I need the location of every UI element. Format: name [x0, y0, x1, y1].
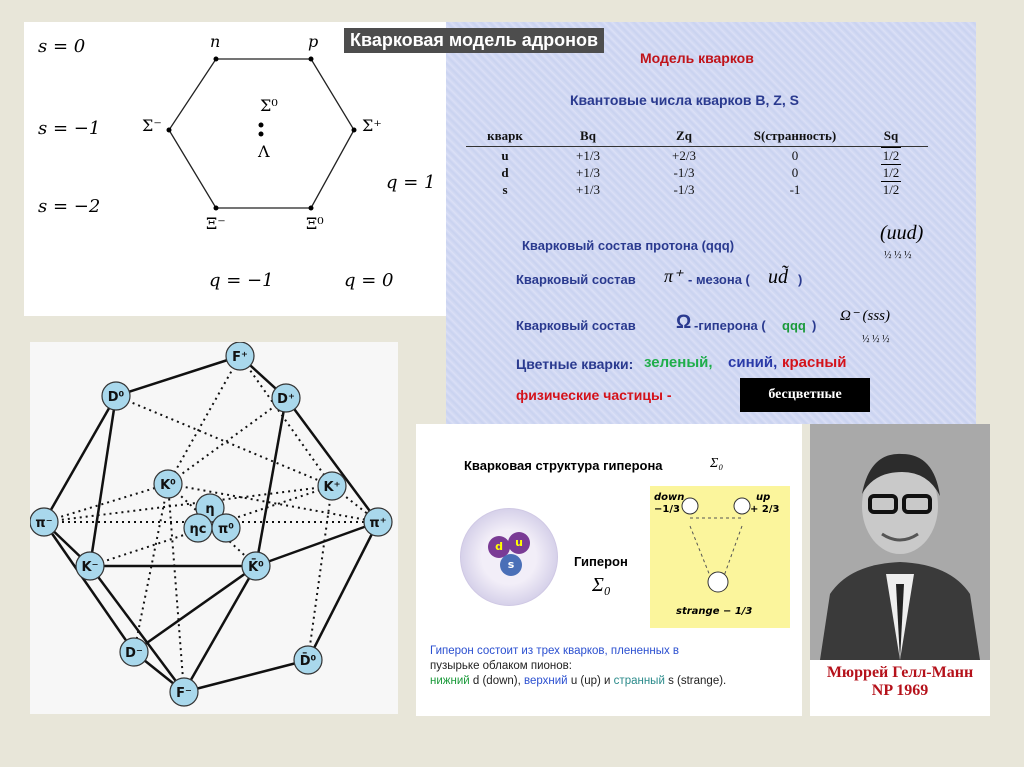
meson-node-8 — [30, 508, 58, 536]
down-label: down — [654, 492, 685, 503]
table-header-z: Zq — [632, 126, 736, 147]
meson-node-4 — [318, 472, 346, 500]
proton-formula: (uud) — [880, 222, 924, 244]
portrait-figure — [810, 424, 990, 660]
desc-upper: верхний — [524, 675, 568, 687]
table-header-quark: кварк — [466, 126, 544, 147]
proton-spins: ½ ½ ½ — [884, 250, 912, 261]
page-title: Кварковая модель адронов — [344, 28, 604, 53]
meson-label: D⁰ — [107, 390, 125, 405]
meson-label: K̄⁰ — [248, 560, 264, 575]
table-cell: d — [501, 164, 509, 180]
dotted-edge — [168, 398, 286, 484]
omega-close: ) — [812, 318, 817, 333]
s-label-0: s = 0 — [38, 36, 86, 57]
meson-node-2 — [272, 384, 300, 412]
solid-edge — [90, 566, 184, 692]
table-row — [466, 181, 928, 198]
desc-gyperon: Гиперон состоит из трех кварков, плененных в — [430, 645, 680, 657]
q-label-1: q = 1 — [386, 172, 436, 193]
dotted-edge — [44, 486, 332, 522]
quark-quantum-table — [466, 126, 928, 198]
s-label-2: s = −2 — [38, 196, 101, 217]
omega-spins: ½ ½ ½ — [862, 334, 890, 345]
meson-node-3 — [154, 470, 182, 498]
particle-sigma-plus: Σ⁺ — [362, 116, 382, 135]
meson-label: K⁺ — [323, 480, 341, 495]
hyperon-title-symbol: Σ₀ — [710, 456, 724, 471]
pi-plus-symbol: π⁺ — [664, 266, 683, 286]
meson-label: D̄⁰ — [299, 654, 317, 669]
quark-model-subtitle: Модель кварков — [640, 50, 754, 66]
meson-label-b: - мезона ( — [688, 272, 750, 287]
s-label-1: s = −1 — [38, 118, 101, 139]
meson-label: π⁰ — [218, 522, 234, 537]
q-label-minus1: q = −1 — [209, 270, 274, 291]
quark-u: u — [508, 532, 530, 554]
colorless-badge: бесцветные — [740, 378, 870, 412]
quantum-numbers-heading: Квантовые числа кварков B, Z, S — [570, 92, 799, 108]
meson-label: D⁻ — [125, 646, 143, 661]
table-cell: 1/2 — [882, 148, 900, 163]
omega-symbol: Ω — [676, 312, 692, 333]
solid-edge — [256, 398, 286, 566]
solid-edge — [44, 522, 134, 652]
meson-label: F⁺ — [232, 350, 248, 365]
q-label-0: q = 0 — [344, 270, 394, 291]
table-cell: s — [502, 181, 508, 197]
table-header-b: Bq — [544, 126, 632, 147]
dotted-edge — [134, 484, 168, 652]
particle-sigma-zero: Σ⁰ — [260, 96, 278, 115]
table-cell: +1/3 — [576, 147, 600, 163]
meson-label: η — [205, 502, 215, 517]
hyperon-title: Кварковая структура гиперона — [464, 458, 663, 473]
table-header-s: S(странность) — [736, 126, 854, 147]
table-cell: -1/3 — [673, 181, 695, 197]
physical-particles-label: физические частицы - — [516, 387, 672, 403]
particle-lambda: Λ — [258, 142, 270, 161]
up-label: up — [756, 492, 771, 503]
particle-n: n — [210, 32, 221, 51]
up-value: + 2/3 — [750, 504, 780, 515]
meson-label: F⁻ — [176, 686, 192, 701]
meson-node-13 — [294, 646, 322, 674]
meson-label: Кварковый состав — [516, 272, 636, 287]
down-value: −1/3 — [654, 504, 680, 515]
particle-xi-minus: Ξ⁻ — [206, 214, 226, 233]
meson-label: ηc — [189, 522, 207, 537]
omega-qqq: qqq — [782, 318, 806, 333]
meson-label: π⁺ — [369, 516, 387, 531]
desc-lower: нижний — [430, 675, 470, 687]
omega-label-b: -гиперона ( — [694, 318, 766, 333]
table-cell: -1 — [789, 181, 801, 197]
colored-quarks-label: Цветные кварки: — [516, 356, 634, 372]
solid-edge — [184, 660, 308, 692]
caption-name: Мюррей Гелл-Манн — [826, 664, 974, 681]
quark-cartoon — [650, 486, 790, 628]
meson-node-0 — [226, 342, 254, 370]
meson-node-6 — [184, 514, 212, 542]
desc-up: u (up) и — [570, 675, 614, 687]
meson-close: ) — [798, 272, 803, 287]
desc-line2: пузырьке облаком пионов: — [430, 660, 572, 672]
quark-d: d — [488, 536, 510, 558]
color-blue: синий, — [728, 354, 778, 371]
desc-down: d (down), — [472, 675, 525, 687]
table-cell: u — [501, 147, 509, 163]
particle-xi-zero: Ξ⁰ — [306, 214, 324, 233]
particle-p: p — [308, 32, 319, 51]
hyperon-center-symbol: Σ₀ — [592, 574, 611, 596]
meson-label: π⁻ — [35, 516, 53, 531]
meson-label: K⁰ — [160, 478, 176, 493]
table-row — [466, 164, 928, 181]
hyperon-description — [430, 644, 726, 689]
meson-label: D⁺ — [277, 392, 295, 407]
desc-strange-ru: странный — [613, 675, 665, 687]
table-header-sq: Sq — [854, 126, 928, 147]
table-cell: +1/3 — [576, 181, 600, 197]
table-cell: 1/2 — [882, 165, 900, 180]
quark-s: s — [500, 554, 522, 576]
table-cell: 0 — [791, 164, 799, 180]
photo-caption — [810, 660, 990, 716]
color-red: красный — [782, 354, 847, 371]
dotted-edge — [240, 356, 332, 486]
table-cell: -1/3 — [673, 164, 695, 180]
hyperon-center-label: Гиперон — [574, 554, 628, 569]
solid-edge — [184, 566, 256, 692]
table-row — [466, 147, 928, 165]
baryon-octet-diagram — [24, 22, 446, 316]
color-green: зеленый, — [644, 354, 713, 371]
omega-formula: Ω⁻ (sss) — [840, 308, 891, 324]
table-cell: +1/3 — [576, 164, 600, 180]
charm-edges — [30, 342, 398, 714]
table-cell: +2/3 — [672, 147, 696, 163]
omega-label: Кварковый состав — [516, 318, 636, 333]
meson-label: K⁻ — [81, 560, 99, 575]
caption-prize: NP 1969 — [871, 682, 929, 699]
meson-node-7 — [212, 514, 240, 542]
proton-composition: Кварковый состав протона (qqq) — [522, 238, 735, 253]
solid-edge — [286, 398, 378, 522]
table-cell: 1/2 — [882, 182, 900, 197]
dotted-edge — [168, 484, 184, 692]
meson-node-9 — [364, 508, 392, 536]
strange-label: strange − 1/3 — [676, 606, 753, 617]
charm-meson-diagram — [30, 342, 398, 714]
desc-strange: s (strange). — [668, 675, 727, 687]
meson-node-14 — [170, 678, 198, 706]
hyperon-structure-panel — [416, 424, 802, 716]
meson-node-12 — [120, 638, 148, 666]
solid-edge — [134, 566, 256, 652]
meson-node-1 — [102, 382, 130, 410]
gell-mann-photo — [810, 424, 990, 660]
meson-node-10 — [76, 552, 104, 580]
table-cell: 0 — [791, 147, 799, 163]
particle-sigma-minus: Σ⁻ — [142, 116, 162, 135]
meson-node-11 — [242, 552, 270, 580]
solid-edge — [116, 356, 240, 396]
solid-edge — [90, 396, 116, 566]
meson-formula: ud̃ — [768, 266, 788, 288]
